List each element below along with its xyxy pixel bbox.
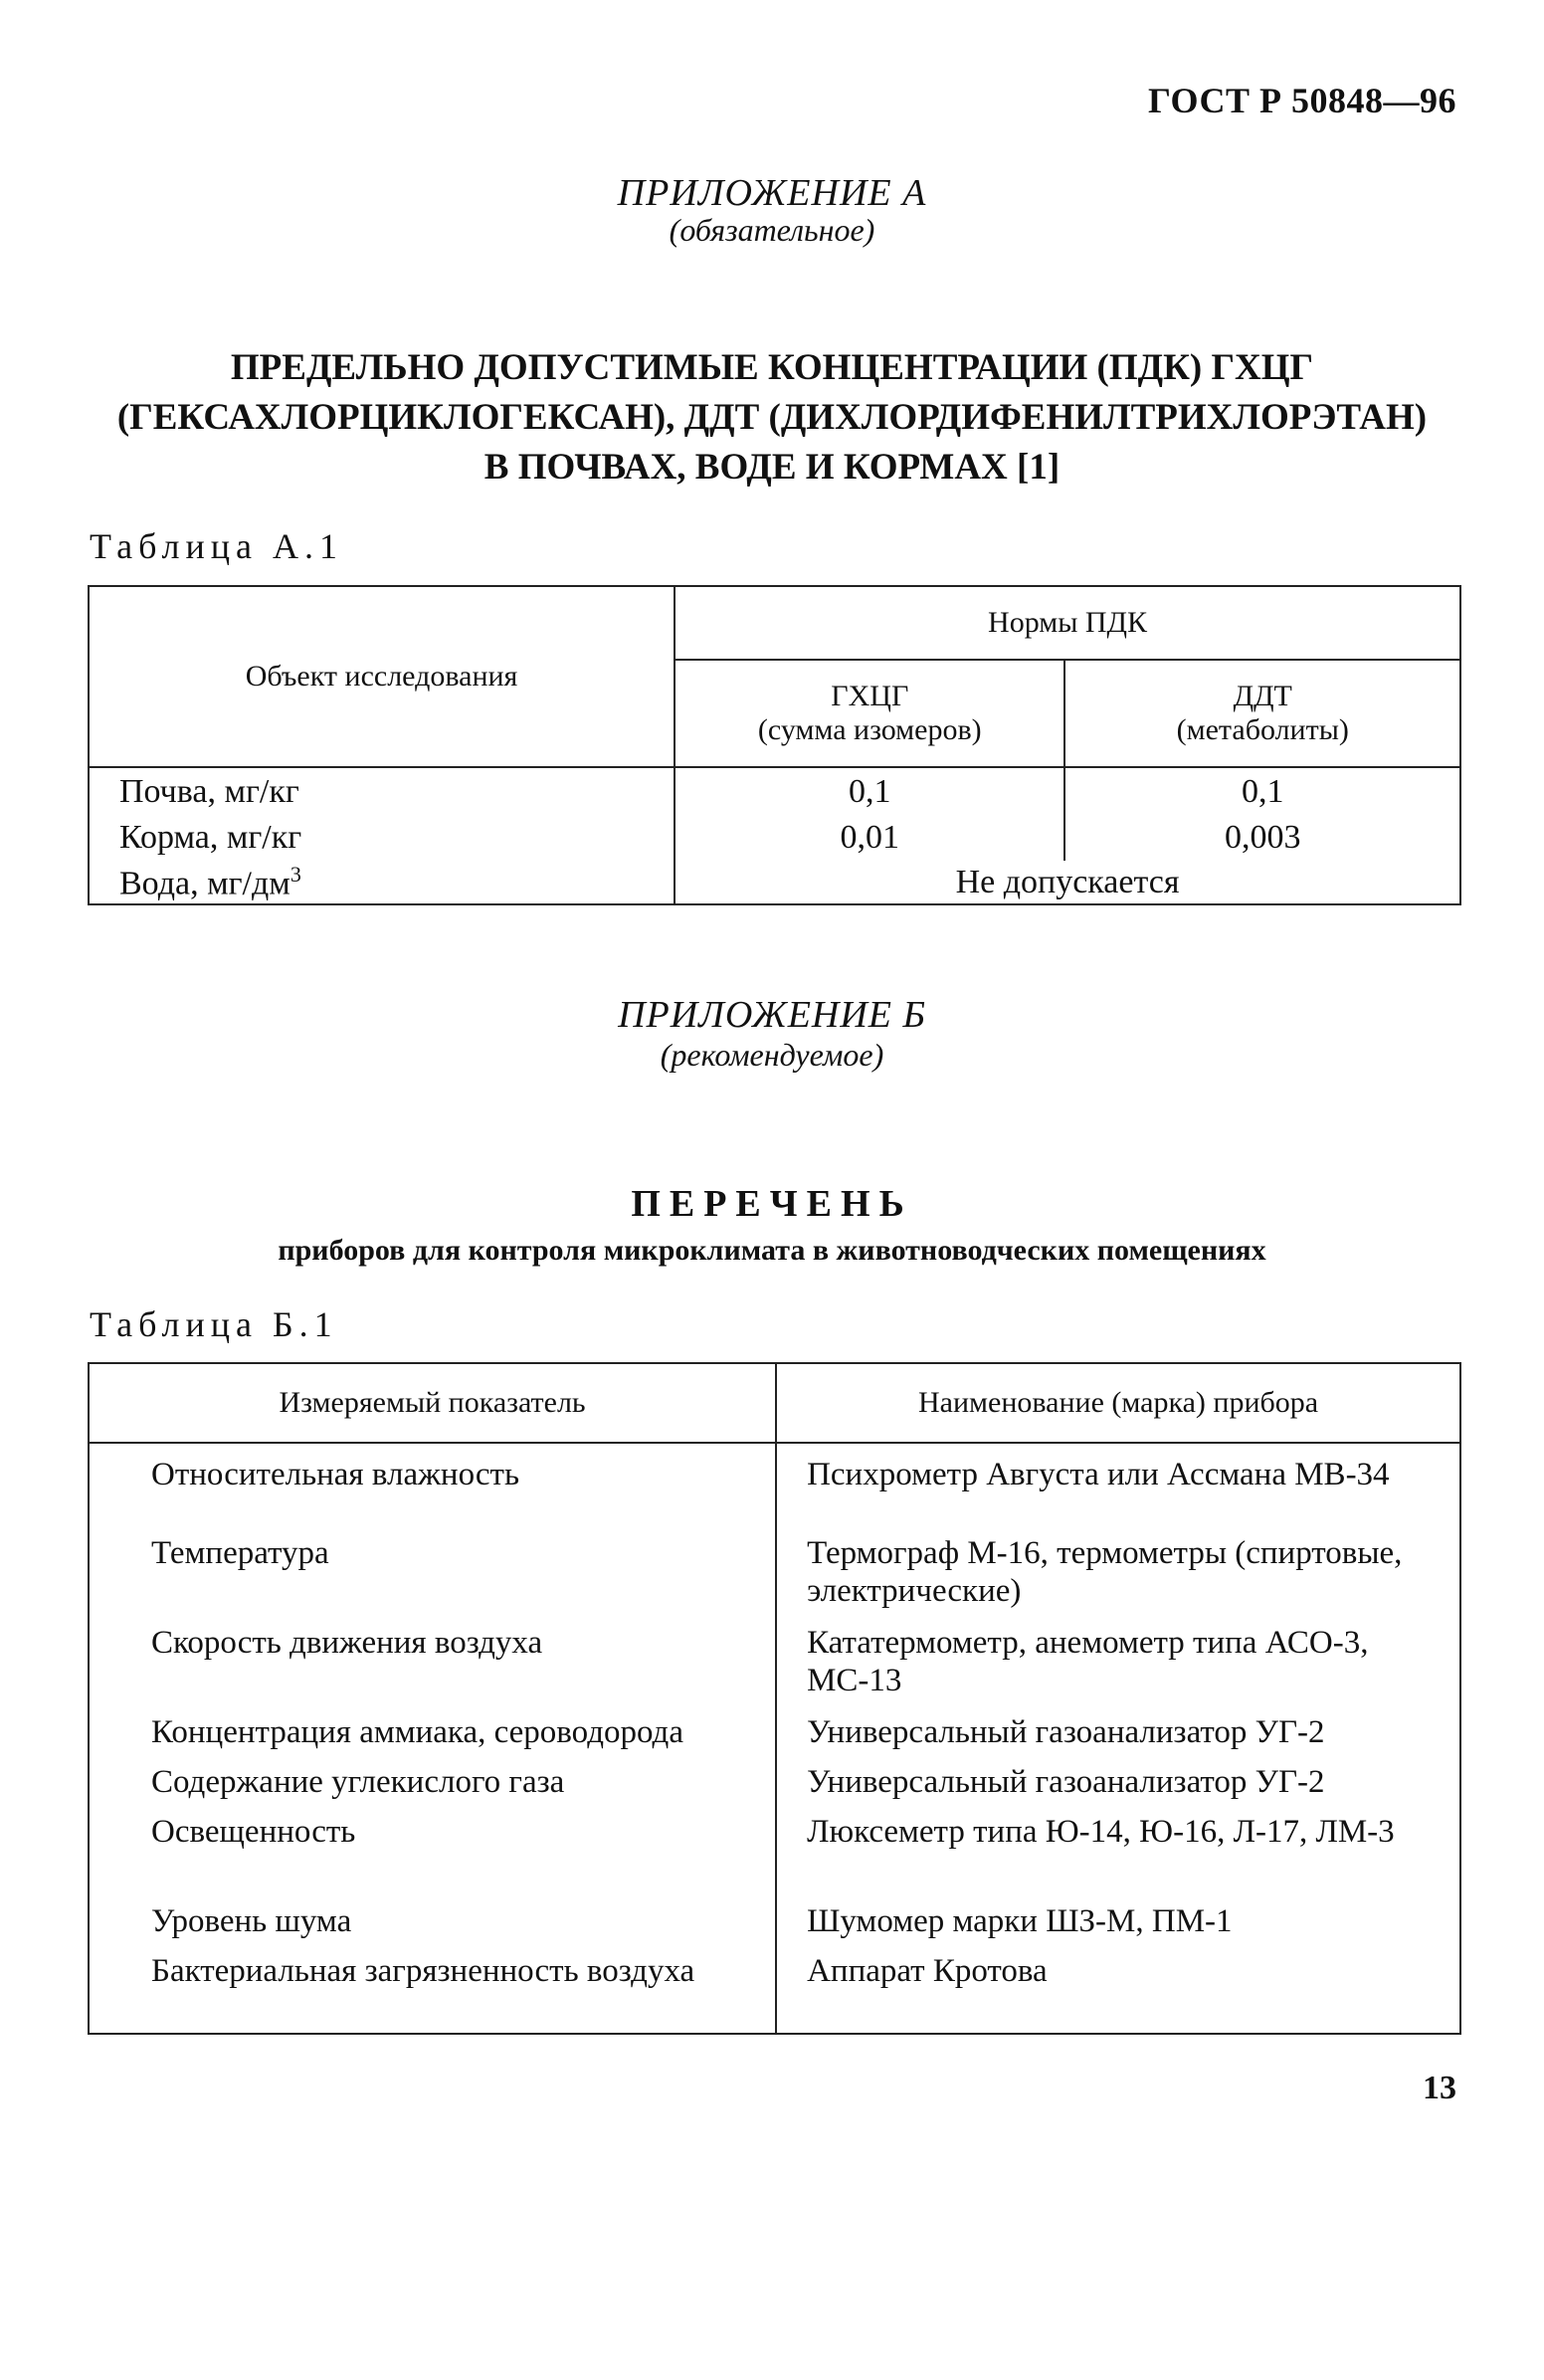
- row-device: Кататермометр, анемометр типа АСО-3, МС-13: [776, 1624, 1460, 1713]
- table-b1-caption: Таблица Б.1: [90, 1304, 338, 1344]
- page-number: 13: [1423, 2070, 1456, 2106]
- heading-line-1: ПРЕДЕЛЬНО ДОПУСТИМЫЕ КОНЦЕНТРАЦИИ (ПДК) ГХЦГ: [230, 347, 1314, 388]
- appendix-b-subheading: приборов для контроля микроклимата в животноводческих помещениях: [278, 1234, 1266, 1267]
- table-a1: [88, 585, 1461, 905]
- header-indicator: Измеряемый показатель: [89, 1363, 776, 1443]
- water-label: Вода, мг/дм: [119, 865, 290, 902]
- table-row: [89, 1952, 1460, 2034]
- appendix-a-status: (обязательное): [669, 212, 875, 248]
- row-indicator: Концентрация аммиака, сероводорода: [89, 1713, 776, 1763]
- table-row: [89, 1534, 1460, 1624]
- header-object: Объект исследования: [89, 586, 675, 767]
- table-row: [89, 1813, 1460, 1902]
- table-row: [89, 767, 1460, 815]
- row-object: Корма, мг/кг: [89, 815, 675, 861]
- row-ddt-value: 0,1: [1064, 767, 1460, 815]
- row-indicator: Освещенность: [89, 1813, 776, 1902]
- row-device: Психрометр Августа или Ассмана МВ-34: [776, 1443, 1460, 1534]
- row-indicator: Относительная влажность: [89, 1443, 776, 1534]
- row-device: Универсальный газоанализатор УГ-2: [776, 1713, 1460, 1763]
- table-a1-caption: Таблица А.1: [90, 526, 343, 566]
- header-hch: [675, 660, 1064, 767]
- row-indicator: Уровень шума: [89, 1902, 776, 1952]
- table-row: [89, 1902, 1460, 1952]
- appendix-b-heading: ПЕРЕЧЕНЬ: [631, 1183, 913, 1225]
- row-device: Аппарат Кротова: [776, 1952, 1460, 2034]
- hch-note: (сумма изомеров): [757, 713, 982, 746]
- row-device: Универсальный газоанализатор УГ-2: [776, 1763, 1460, 1813]
- row-indicator: Скорость движения воздуха: [89, 1624, 776, 1713]
- header-device: Наименование (марка) прибора: [776, 1363, 1460, 1443]
- table-row: [89, 1443, 1460, 1534]
- table-row: [89, 1624, 1460, 1713]
- header-ddt: [1064, 660, 1460, 767]
- row-ddt-value: 0,003: [1064, 815, 1460, 861]
- water-unit-exponent: 3: [290, 861, 301, 887]
- row-device: Шумомер марки ШЗ-М, ПМ-1: [776, 1902, 1460, 1952]
- row-device: Термограф М-16, термометры (спиртовые, электрические): [776, 1534, 1460, 1624]
- row-object: [89, 861, 675, 904]
- header-norms: Нормы ПДК: [675, 586, 1460, 660]
- row-indicator: Температура: [89, 1534, 776, 1624]
- row-hch-value: 0,1: [675, 767, 1064, 815]
- table-row: [89, 1713, 1460, 1763]
- document-code: ГОСТ Р 50848—96: [1148, 81, 1456, 120]
- row-indicator: Бактериальная загрязненность воздуха: [89, 1952, 776, 2034]
- row-object: Почва, мг/кг: [89, 767, 675, 815]
- heading-line-2: (ГЕКСАХЛОРЦИКЛОГЕКСАН), ДДТ (ДИХЛОРДИФЕНИЛТРИХЛОРЭТАН): [116, 397, 1428, 438]
- ddt-note: (метаболиты): [1176, 713, 1349, 746]
- table-row: [89, 1763, 1460, 1813]
- row-hch-value: 0,01: [675, 815, 1064, 861]
- appendix-b-status: (рекомендуемое): [660, 1037, 884, 1073]
- table-b1: [88, 1362, 1461, 2035]
- row-water-value: Не допускается: [675, 861, 1460, 904]
- appendix-a-heading: [0, 343, 1544, 493]
- hch-label: ГХЦГ: [831, 680, 909, 712]
- table-row: [89, 815, 1460, 861]
- table-row: [89, 861, 1460, 904]
- heading-line-3: В ПОЧВАХ, ВОДЕ И КОРМАХ [1]: [483, 447, 1061, 488]
- row-device: Люксеметр типа Ю-14, Ю-16, Л-17, ЛМ-3: [776, 1813, 1460, 1902]
- appendix-a-title: ПРИЛОЖЕНИЕ А: [617, 172, 927, 214]
- row-indicator: Содержание углекислого газа: [89, 1763, 776, 1813]
- appendix-b-title: ПРИЛОЖЕНИЕ Б: [618, 994, 926, 1036]
- ddt-label: ДДТ: [1233, 680, 1292, 712]
